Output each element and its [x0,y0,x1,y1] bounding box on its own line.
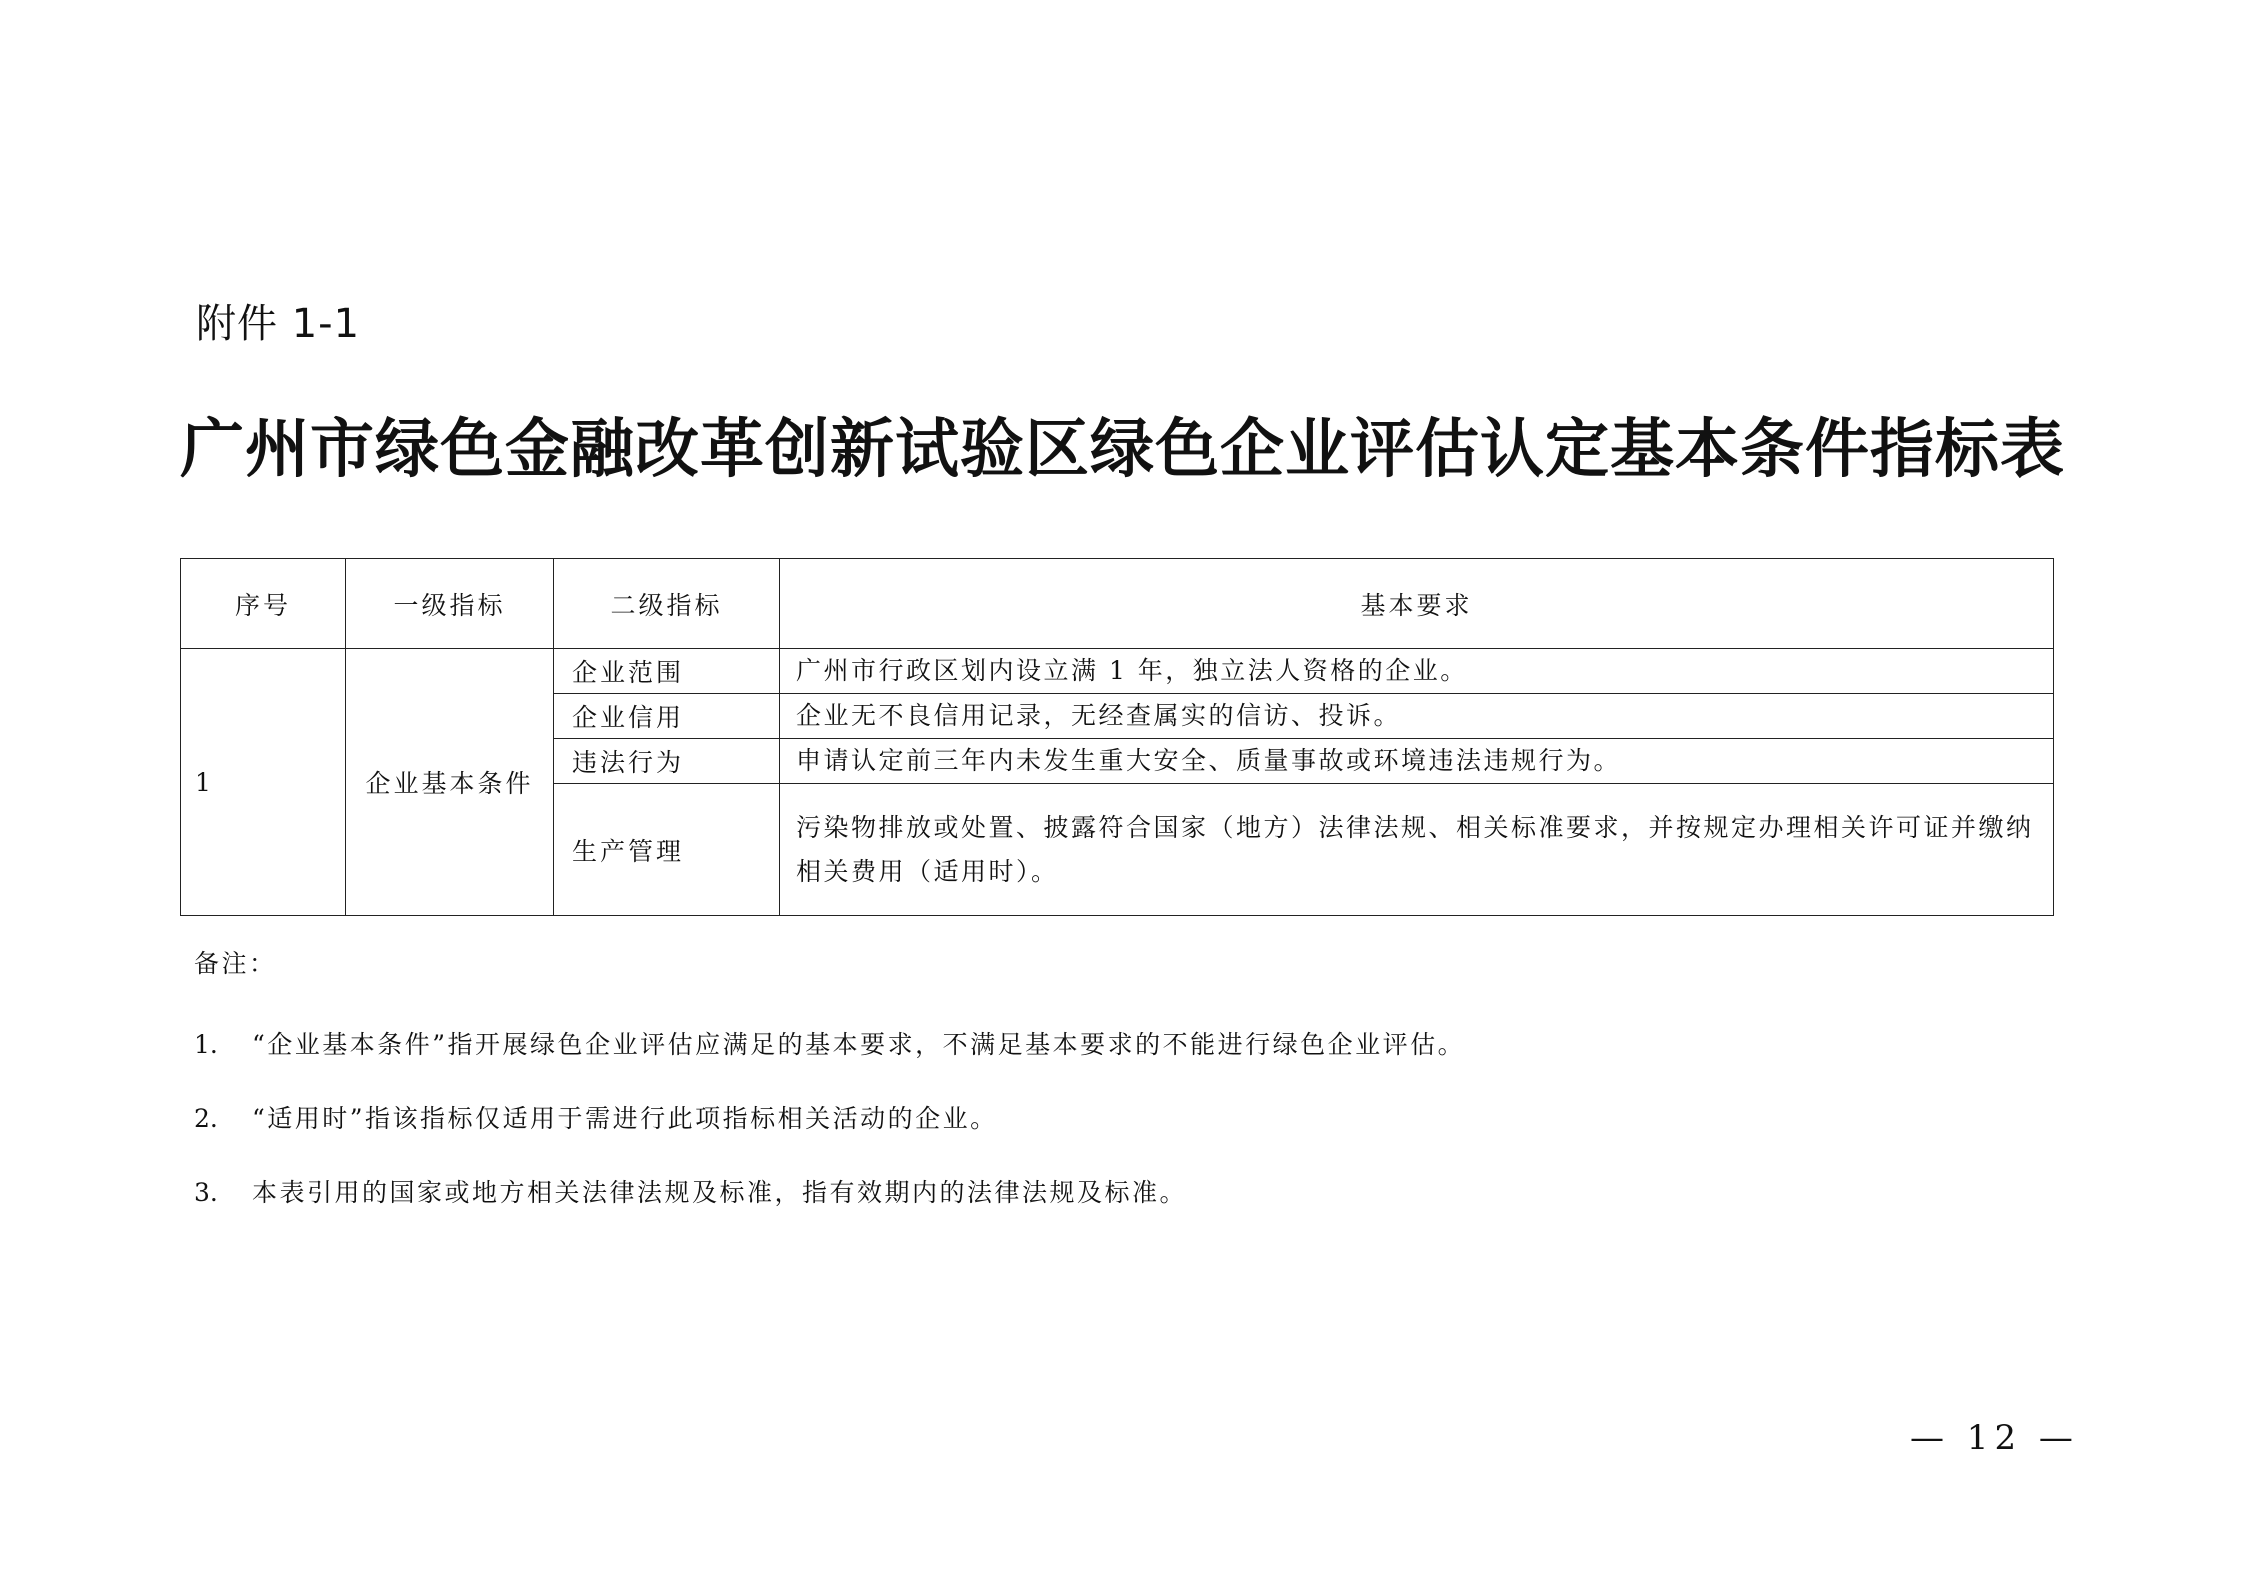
page-number: — 12 — [1910,1418,2079,1458]
cell-seq: 1 [181,649,346,916]
cell-level2: 违法行为 [554,739,780,784]
note-item [194,1099,998,1135]
note-text: 本表引用的国家或地方相关法律法规及标准，指有效期内的法律法规及标准。 [252,1178,1188,1207]
header-level2: 二级指标 [554,559,780,649]
page-title: 广州市绿色金融改革创新试验区绿色企业评估认定基本条件指标表 [180,413,2065,487]
table-row [181,649,2054,694]
note-item [194,1173,1187,1209]
header-seq: 序号 [181,559,346,649]
indicator-table [180,558,2054,916]
note-number: 2. [194,1104,218,1133]
note-text: “适用时”指该指标仅适用于需进行此项指标相关活动的企业。 [252,1104,998,1133]
note-number: 1. [194,1030,218,1059]
table-header-row [181,559,2054,649]
cell-requirement: 污染物排放或处置、披露符合国家（地方）法律法规、相关标准要求，并按规定办理相关许可证并缴纳相关费用（适用时）。 [780,784,2054,916]
cell-level2: 企业范围 [554,649,780,694]
attachment-label: 附件 1-1 [196,301,361,347]
note-item [194,1025,1465,1061]
notes-heading: 备注： [194,949,277,978]
header-level1: 一级指标 [346,559,554,649]
note-number: 3. [194,1178,218,1207]
cell-level2: 企业信用 [554,694,780,739]
cell-requirement: 企业无不良信用记录，无经查属实的信访、投诉。 [780,694,2054,739]
cell-level2: 生产管理 [554,784,780,916]
cell-requirement: 广州市行政区划内设立满 1 年，独立法人资格的企业。 [780,649,2054,694]
cell-level1: 企业基本条件 [346,649,554,916]
note-text: “企业基本条件”指开展绿色企业评估应满足的基本要求，不满足基本要求的不能进行绿色企业评估。 [252,1030,1466,1059]
header-requirement: 基本要求 [780,559,2054,649]
cell-requirement: 申请认定前三年内未发生重大安全、质量事故或环境违法违规行为。 [780,739,2054,784]
